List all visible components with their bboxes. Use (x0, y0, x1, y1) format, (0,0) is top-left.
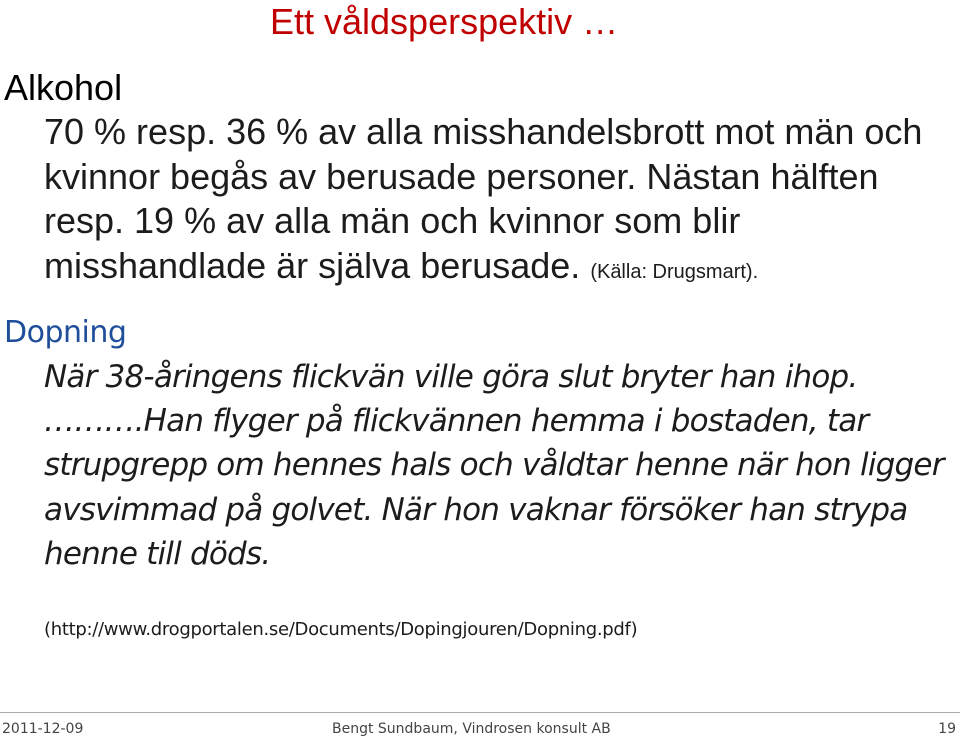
alkohol-paragraph (44, 110, 954, 294)
alkohol-source: (Källa: Drugsmart). (590, 260, 759, 283)
footer-divider (0, 712, 960, 713)
slide-title: Ett våldsperspektiv … (270, 1, 619, 42)
footer-date: 2011-12-09 (2, 721, 84, 737)
dopning-heading: Dopning (4, 315, 127, 350)
alkohol-heading: Alkohol (4, 67, 123, 108)
dopning-paragraph: När 38-åringens flickvän ville göra slut bryter han ihop. ……….Han flyger på flickvännen hemma i bostaden, tar strupgrepp om hennes hals och våldtar henne när hon ligger avsvimmad på golvet. När hon vaknar försöker han strypa henne till döds. (44, 359, 944, 572)
alkohol-text: 70 % resp. 36 % av alla misshandelsbrott mot män och kvinnor begås av berusade personer. Nästan hälften resp. 19 % av alla män och kvinnor som blir misshandlade är själva berusade. (44, 111, 923, 286)
footer-author: Bengt Sundbaum, Vindrosen konsult AB (332, 721, 611, 737)
footer-page-number: 19 (938, 721, 956, 737)
dopning-source-url: (http://www.drogportalen.se/Documents/Dopingjouren/Dopning.pdf) (44, 619, 638, 640)
